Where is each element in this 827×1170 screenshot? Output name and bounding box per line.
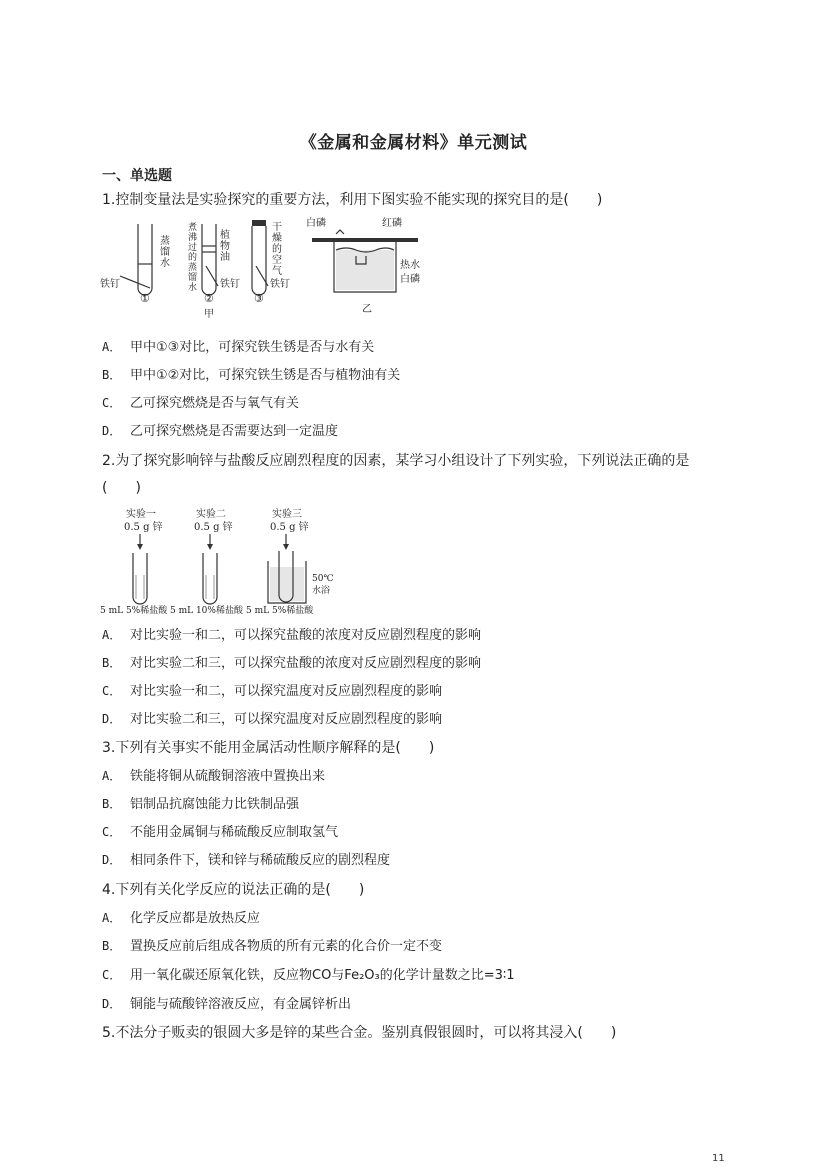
fig2-zinc-3: 0.5 g 锌 — [270, 522, 309, 533]
question-4-stem: 4.下列有关化学反应的说法正确的是( ) — [102, 882, 365, 898]
fig2-acid-1: 5 mL 5%稀盐酸 — [100, 606, 168, 616]
fig1-num-2: ② — [204, 292, 214, 305]
q4-option-d: D． 铜能与硫酸锌溶液反应，有金属锌析出 — [102, 997, 352, 1012]
q2-option-c: C． 对比实验一和二，可以探究温度对反应剧烈程度的影响 — [102, 684, 443, 699]
q2-option-a: A． 对比实验一和二，可以探究盐酸的浓度对反应剧烈程度的影响 — [102, 628, 482, 643]
fig2-zinc-1: 0.5 g 锌 — [124, 522, 163, 533]
q2-option-d: D． 对比实验二和三，可以探究温度对反应剧烈程度的影响 — [102, 712, 443, 727]
fig1-label-nail-2: 铁钉 — [220, 279, 240, 290]
q3-option-c: C． 不能用金属铜与稀硫酸反应制取氢气 — [102, 825, 339, 840]
fig2-exp1: 实验一 — [126, 509, 156, 520]
fig2-acid-3: 5 mL 5%稀盐酸 — [246, 606, 314, 616]
fig2-exp3: 实验三 — [272, 509, 302, 520]
q3-option-b: B． 铝制品抗腐蚀能力比铁制品强 — [102, 797, 300, 812]
fig1-num-3: ③ — [254, 292, 264, 305]
page-title: 《金属和金属材料》单元测试 — [299, 133, 528, 153]
q1-option-b: B． 甲中①②对比，可探究铁生锈是否与植物油有关 — [102, 368, 401, 383]
question-3-stem: 3.下列有关事实不能用金属活动性顺序解释的是( ) — [102, 740, 435, 756]
section-heading: 一、单选题 — [102, 168, 172, 184]
figure-1-iron-rust-and-combustion — [100, 216, 430, 322]
page-number: 11 — [712, 1153, 725, 1164]
fig2-bath-temp: 50℃ — [312, 574, 334, 584]
fig1-caption-yi: 乙 — [362, 304, 372, 315]
fig1-num-1: ① — [140, 292, 150, 305]
fig1-caption-jia: 甲 — [204, 309, 214, 320]
question-5-stem: 5.不法分子贩卖的银圆大多是锌的某些合金。鉴别真假银圆时，可以将其浸入( ) — [102, 1025, 617, 1041]
fig2-zinc-2: 0.5 g 锌 — [194, 522, 233, 533]
q3-option-d: D． 相同条件下，镁和锌与稀硫酸反应的剧烈程度 — [102, 853, 391, 868]
q1-option-a: A． 甲中①③对比，可探究铁生锈是否与水有关 — [102, 340, 375, 355]
fig2-bath-label: 水浴 — [312, 586, 331, 596]
fig1-label-hot-water: 热水 — [400, 260, 420, 271]
fig1-label-white-p-bottom: 白磷 — [400, 274, 420, 285]
q1-option-d: D． 乙可探究燃烧是否需要达到一定温度 — [102, 424, 339, 439]
fig1-label-nail-3: 铁钉 — [270, 279, 290, 290]
q3-option-a: A． 铁能将铜从硫酸铜溶液中置换出来 — [102, 769, 326, 784]
q2-option-b: B． 对比实验二和三，可以探究盐酸的浓度对反应剧烈程度的影响 — [102, 656, 482, 671]
q1-option-c: C． 乙可探究燃烧是否与氧气有关 — [102, 396, 300, 411]
question-2-stem: 2.为了探究影响锌与盐酸反应剧烈程度的因素，某学习小组设计了下列实验，下列说法正确的是 — [102, 453, 690, 469]
fig1-label-boiled-water: 煮 沸 过 的 蒸 馏 水 — [188, 223, 198, 293]
question-1-stem: 1.控制变量法是实验探究的重要方法，利用下图实验不能实现的探究目的是( ) — [102, 192, 603, 208]
fig1-label-dry-air: 干 燥 的 空 气 — [272, 222, 282, 277]
fig1-label-oil: 植 物 油 — [220, 230, 230, 263]
fig2-acid-2: 5 mL 10%稀盐酸 — [170, 606, 243, 616]
fig1-label-nail-1: 铁钉 — [100, 279, 120, 290]
q4-option-b: B． 置换反应前后组成各物质的所有元素的化合价一定不变 — [102, 939, 443, 954]
q4-option-a: A． 化学反应都是放热反应 — [102, 911, 261, 926]
fig1-label-water-1: 蒸 馏 水 — [160, 236, 170, 269]
fig1-label-white-p-top: 白磷 — [306, 218, 326, 229]
question-2-stem-cont: ( ) — [102, 480, 141, 496]
fig1-label-red-p: 红磷 — [382, 218, 402, 229]
q4-option-c: C． 用一氧化碳还原氧化铁，反应物CO与Fe₂O₃的化学计量数之比=3∶1 — [102, 968, 515, 983]
figure-2-zinc-acid-experiments — [100, 505, 360, 617]
fig2-exp2: 实验二 — [196, 509, 226, 520]
